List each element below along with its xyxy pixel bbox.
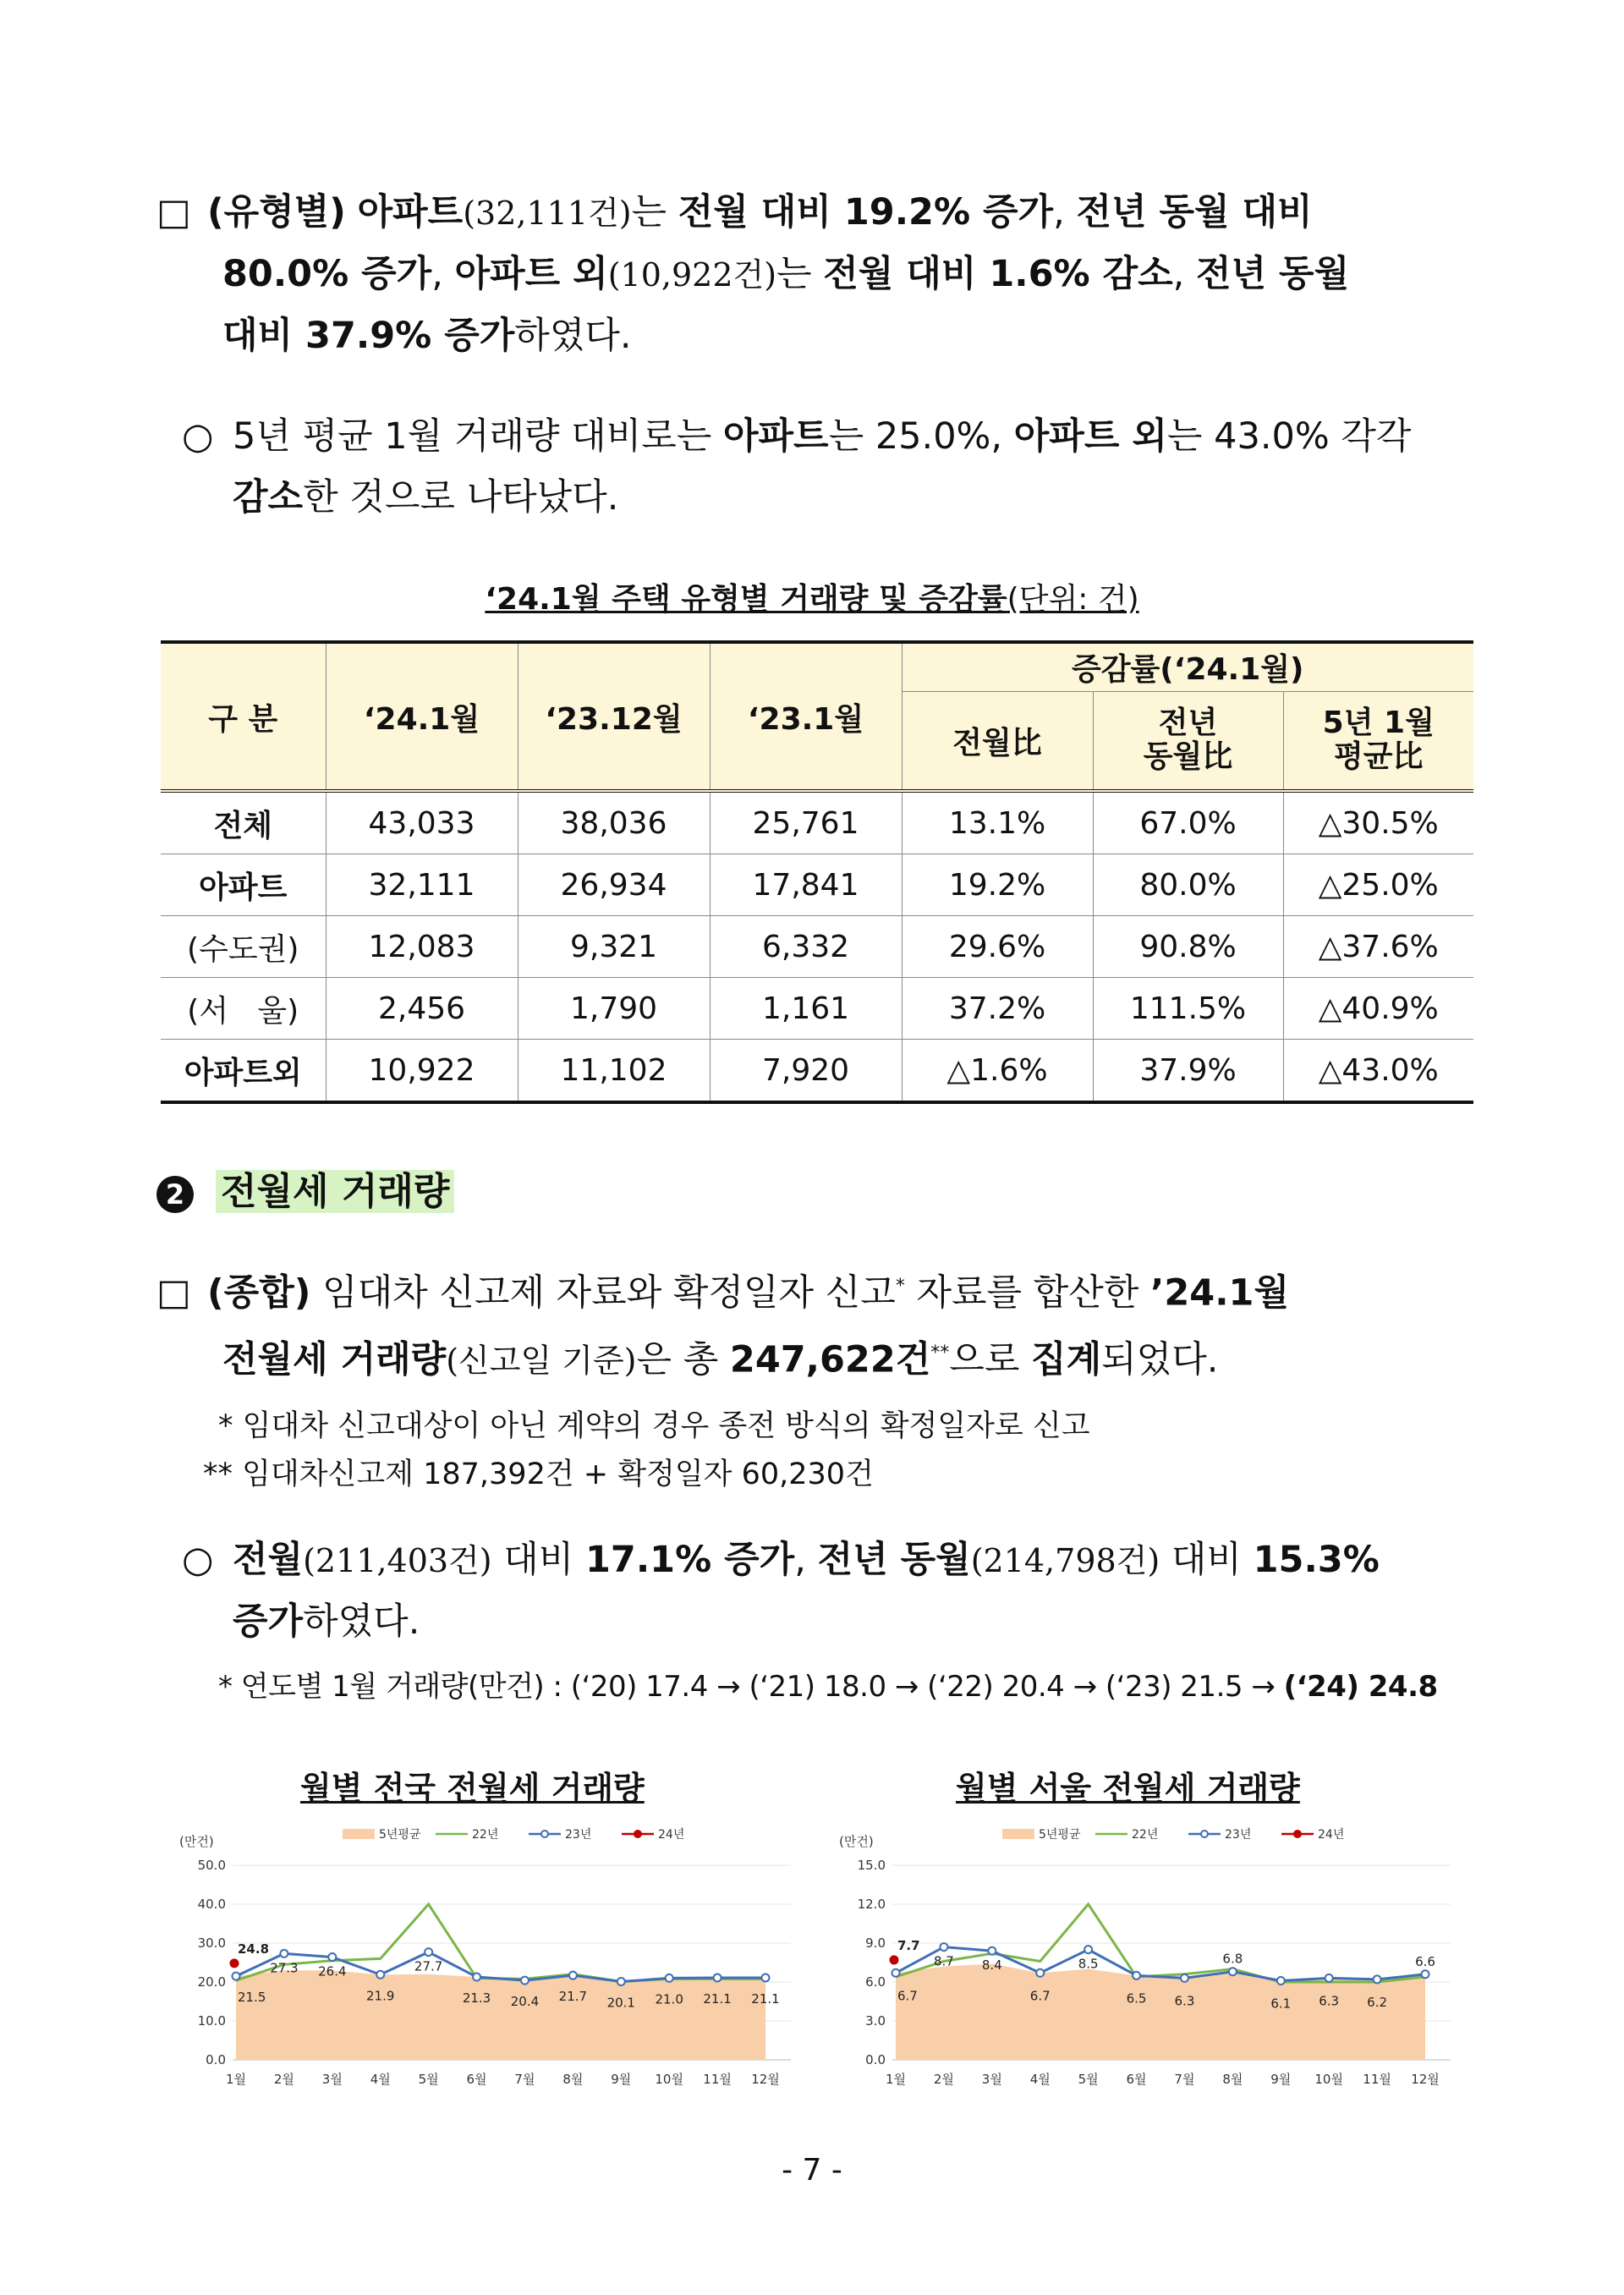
x-tick-label: 2월 [273,2072,294,2087]
paragraph-type-summary [156,182,1480,366]
series-point [233,1973,240,1980]
legend-swatch-area [343,1829,375,1839]
legend-marker [1294,1831,1301,1837]
legend-label: 24년 [1318,1828,1345,1842]
cell: △1.6% [902,1040,1093,1103]
cell: 38,036 [518,791,710,854]
legend-marker [541,1831,548,1837]
para2-line2: 감소한 것으로 나타났다. [233,476,619,519]
x-tick-label: 6월 [1126,2072,1147,2087]
data-label: 26.4 [318,1963,347,1979]
data-label: 7.7 [897,1937,920,1953]
y-tick-label: 20.0 [197,1974,226,1990]
series-point [762,1974,770,1981]
data-label: 21.5 [238,1990,266,2006]
data-label: 21.1 [703,1990,732,2007]
series-point [1181,1974,1188,1982]
header-gubun: 구 분 [161,642,326,791]
series-point [376,1971,384,1979]
data-label: 8.4 [981,1957,1002,1974]
header-jan23: ‘23.1월 [710,642,902,791]
cell: 2,456 [326,978,518,1040]
table-row [161,791,1473,854]
x-tick-label: 3월 [981,2072,1002,2087]
y-tick-label: 0.0 [206,2052,226,2067]
cell: 13.1% [902,791,1093,854]
legend-swatch-area [1002,1829,1034,1839]
cell: △37.6% [1283,916,1473,978]
para1-line2: 80.0% 증가, 아파트 외(10,922건)는 전월 대비 1.6% 감소, 전년 동월 [222,253,1350,295]
series-point [473,1974,480,1981]
y-tick-label: 3.0 [865,2013,886,2029]
y-axis-label: (만건) [839,1834,874,1849]
cell: 37.2% [902,978,1093,1040]
para3-line1: □ (종합) 임대차 신고제 자료와 확정일자 신고* 자료를 합산한 ’24.1월 [156,1271,1290,1315]
cell: 1,790 [518,978,710,1040]
legend-label: 23년 [565,1828,592,1842]
series-point [1229,1968,1237,1975]
x-tick-label: 7월 [514,2072,535,2087]
series-point [1422,1970,1429,1978]
y-axis-label: (만건) [179,1834,214,1849]
header-yoy: 전년 동월比 [1093,691,1283,791]
y-tick-label: 12.0 [857,1897,886,1912]
y-tick-label: 40.0 [197,1897,226,1912]
yearly-note: * 연도별 1월 거래량(만건) : (‘20) 17.4 → (‘21) 18.0 → (‘22) 20.4 → (‘23) 21.5 → (‘24) 24.8 [218,1670,1438,1704]
series-point-24 [890,1955,899,1964]
series-point [280,1950,288,1957]
cell: 1,161 [710,978,902,1040]
cell: 32,111 [326,854,518,916]
header-mom: 전월比 [902,691,1093,791]
series-point [425,1948,432,1956]
page-number: - 7 - [782,2153,842,2188]
series-point [1036,1969,1044,1977]
legend-label: 22년 [472,1828,499,1842]
cell: 29.6% [902,916,1093,978]
x-tick-label: 12월 [751,2072,780,2087]
series-point [940,1943,947,1951]
x-tick-label: 1월 [225,2072,247,2087]
x-tick-label: 8월 [562,2072,584,2087]
y-tick-label: 10.0 [197,2013,226,2029]
x-tick-label: 8월 [1222,2072,1243,2087]
y-tick-label: 50.0 [197,1858,226,1873]
data-label: 6.3 [1319,1993,1340,2009]
y-tick-label: 6.0 [865,1974,886,1990]
legend-label: 23년 [1225,1828,1252,1842]
para2-line1: ○ 5년 평균 1월 거래량 대비로는 아파트는 25.0%, 아파트 외는 43.0% 각각 [182,415,1412,458]
x-tick-label: 7월 [1174,2072,1195,2087]
x-tick-label: 6월 [466,2072,487,2087]
data-label: 6.5 [1126,1990,1147,2007]
data-label: 6.2 [1367,1994,1388,2010]
section-title: 2 전월세 거래량 [156,1161,454,1215]
data-label: 6.6 [1415,1953,1435,1969]
x-tick-label: 3월 [321,2072,343,2087]
x-tick-label: 5월 [418,2072,439,2087]
x-tick-label: 1월 [885,2072,907,2087]
legend-label: 5년평균 [379,1828,421,1842]
x-tick-label: 11월 [703,2072,732,2087]
series-point-24 [230,1958,239,1968]
data-label: 6.3 [1174,1993,1195,2009]
cell: △40.9% [1283,978,1473,1040]
legend-marker [1201,1831,1208,1837]
y-tick-label: 9.0 [865,1935,886,1951]
x-tick-label: 2월 [933,2072,954,2087]
row-label: 전체 [161,791,326,854]
legend-marker [634,1831,641,1837]
data-label: 27.3 [270,1960,299,1976]
header-change-rate: 증감률(‘24.1월) [902,642,1473,691]
data-label: 8.7 [933,1953,954,1969]
cell: 19.2% [902,854,1093,916]
x-tick-label: 9월 [1270,2072,1292,2087]
table-row [161,854,1473,916]
header-dec23: ‘23.12월 [518,642,710,791]
cell: 9,321 [518,916,710,978]
cell: 80.0% [1093,854,1283,916]
table-row [161,1040,1473,1103]
chart-title-seoul: 월별 서울 전월세 거래량 [956,1770,1300,1807]
x-tick-label: 4월 [1029,2072,1051,2087]
cell: 11,102 [518,1040,710,1103]
x-tick-label: 9월 [611,2072,632,2087]
series-point [617,1978,625,1985]
x-tick-label: 10월 [1314,2072,1343,2087]
cell: △30.5% [1283,791,1473,854]
legend-label: 22년 [1132,1828,1159,1842]
data-label: 6.7 [897,1988,918,2004]
cell: 26,934 [518,854,710,916]
series-area-5yr-average [236,1970,765,2060]
series-point [1277,1977,1285,1985]
series-point [666,1974,673,1982]
table-caption: ‘24.1월 주택 유형별 거래량 및 증감률(단위: 건) [485,582,1139,617]
para1-line3: 대비 37.9% 증가하였다. [222,315,632,357]
data-label: 24.8 [238,1941,270,1957]
cell: 6,332 [710,916,902,978]
y-tick-label: 30.0 [197,1935,226,1951]
para1-line1: □ (유형별) 아파트(32,111건)는 전월 대비 19.2% 증가, 전년 동월 대비 [156,191,1313,233]
table-row [161,916,1473,978]
series-point [1374,1975,1381,1983]
series-point [892,1969,900,1977]
series-point [1325,1974,1333,1982]
series-point [714,1974,721,1981]
series-point [569,1972,577,1979]
cell: 90.8% [1093,916,1283,978]
cell: △43.0% [1283,1040,1473,1103]
series-point [521,1977,529,1985]
x-tick-label: 5월 [1078,2072,1099,2087]
header-five-year: 5년 1월 평균比 [1283,691,1473,791]
header-jan24: ‘24.1월 [326,642,518,791]
y-tick-label: 15.0 [857,1858,886,1873]
paragraph-rental-summary [156,1256,1480,1392]
row-label: (수도권) [161,916,326,978]
data-label: 27.7 [414,1958,443,1974]
paragraph-rental-change [182,1529,1480,1652]
cell: 111.5% [1093,978,1283,1040]
chart-title-national: 월별 전국 전월세 거래량 [300,1770,645,1807]
cell: 10,922 [326,1040,518,1103]
x-tick-label: 10월 [655,2072,683,2087]
x-tick-label: 11월 [1363,2072,1391,2087]
para4-line1: ○ 전월(211,403건) 대비 17.1% 증가, 전년 동월(214,798건) 대비 15.3% [182,1539,1380,1581]
series-point [1084,1946,1092,1953]
cell: 25,761 [710,791,902,854]
cell: 17,841 [710,854,902,916]
data-label: 20.1 [606,1995,635,2011]
data-label: 21.1 [751,1990,780,2007]
legend-label: 5년평균 [1039,1828,1081,1842]
chart-seoul-rental [829,1819,1472,2106]
cell: 37.9% [1093,1040,1283,1103]
data-label: 20.4 [510,1994,540,2010]
table-row [161,978,1473,1040]
data-label: 6.8 [1222,1951,1243,1967]
footnote-1: * 임대차 신고대상이 아닌 계약의 경우 종전 방식의 확정일자로 신고 [218,1409,1090,1443]
row-label: (서 울) [161,978,326,1040]
row-label: 아파트외 [161,1040,326,1103]
paragraph-five-year-average [182,406,1480,528]
series-point [328,1953,336,1961]
data-label: 21.3 [462,1990,491,2007]
para4-line2: 증가하였다. [233,1600,420,1643]
cell: △25.0% [1283,854,1473,916]
x-tick-label: 4월 [370,2072,391,2087]
data-label: 21.7 [558,1989,588,2005]
data-label: 21.9 [366,1988,395,2004]
chart-national-rental [169,1819,812,2106]
housing-transaction-table [161,640,1473,1104]
legend-label: 24년 [658,1828,685,1842]
data-label: 8.5 [1078,1956,1099,1972]
series-point [1133,1972,1140,1979]
cell: 67.0% [1093,791,1283,854]
data-label: 6.7 [1029,1988,1051,2004]
data-label: 6.1 [1270,1996,1292,2012]
cell: 7,920 [710,1040,902,1103]
row-label: 아파트 [161,854,326,916]
data-label: 21.0 [655,1991,683,2007]
y-tick-label: 0.0 [865,2052,886,2067]
section-number-badge: 2 [156,1176,194,1213]
para3-line2: 전월세 거래량(신고일 기준)은 총 247,622건**으로 집계되었다. [222,1338,1219,1381]
series-point [988,1947,996,1955]
x-tick-label: 12월 [1411,2072,1440,2087]
cell: 12,083 [326,916,518,978]
footnote-2: ** 임대차신고제 187,392건 + 확정일자 60,230건 [203,1458,874,1491]
cell: 43,033 [326,791,518,854]
